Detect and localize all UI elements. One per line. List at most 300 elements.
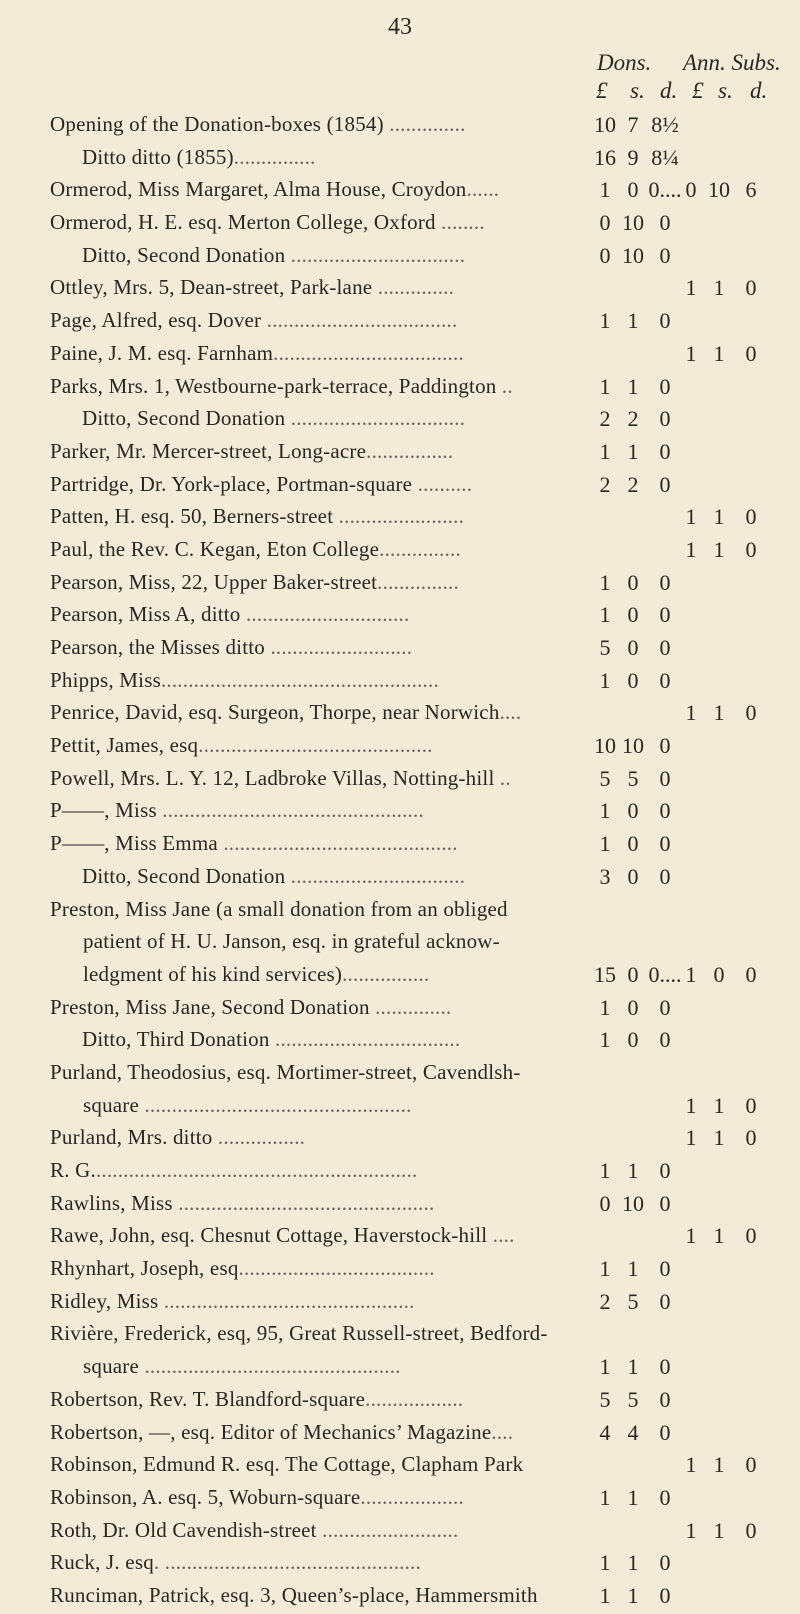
donation-shillings: 0	[627, 667, 639, 693]
dons-heading: Dons.	[597, 50, 652, 75]
subscriber-text: Pearson, Miss A, ditto	[50, 602, 241, 627]
donation-shillings: 1	[627, 438, 639, 464]
list-item	[0, 960, 800, 993]
subscriber-text: Opening of the Donation-boxes (1854)	[50, 112, 384, 136]
subscriber-text: Pearson, the Misses ditto	[50, 635, 265, 659]
subscriber-text: Ditto, Second Donation	[82, 406, 286, 431]
donation-pence: 0	[659, 1288, 671, 1314]
list-item	[0, 208, 800, 241]
dot-leader: ....	[499, 700, 522, 725]
donation-pounds: 1	[599, 602, 611, 628]
list-item	[0, 372, 800, 405]
donation-pence: 0	[659, 733, 671, 759]
dot-leader: ...........................................	[217, 831, 458, 856]
list-item	[0, 1025, 800, 1058]
subscriber-name	[50, 1158, 418, 1183]
subscriber-name	[50, 1321, 548, 1346]
dot-leader: ..	[494, 765, 511, 790]
subscription-shillings: 1	[713, 275, 725, 301]
list-item	[0, 1254, 800, 1287]
subscriber-name	[50, 897, 508, 922]
dot-leader: ..............	[372, 275, 455, 300]
subscriber-name	[50, 1583, 538, 1608]
subscriber-name	[50, 995, 451, 1020]
subscriber-name	[50, 308, 457, 333]
donation-shillings: 0	[627, 863, 639, 889]
list-item	[0, 535, 800, 568]
donation-pence: 0	[659, 242, 671, 268]
dot-leader: .................................................	[139, 1092, 412, 1117]
donation-shillings: 1	[627, 1158, 639, 1183]
list-item	[0, 1516, 800, 1549]
subscriber-name	[50, 668, 439, 693]
donation-pounds: 1	[599, 1550, 611, 1576]
list-item	[0, 731, 800, 764]
subscriber-text: Paine, J. M. esq. Farnham	[50, 340, 274, 365]
donation-shillings: 2	[627, 406, 639, 432]
subscriber-text: Ormerod, Miss Margaret, Alma House, Croydon	[50, 177, 467, 202]
subscription-shillings: 1	[713, 504, 725, 530]
donation-pence: 0....	[648, 177, 682, 203]
donation-pence: 0	[659, 1190, 671, 1216]
donation-pounds: 10	[594, 733, 616, 759]
list-item	[0, 698, 800, 731]
subscriber-text: Robinson, Edmund R. esq. The Cottage, Clapham Park	[50, 1452, 524, 1477]
donation-shillings: 5	[627, 1386, 639, 1412]
subscription-shillings: 1	[713, 536, 725, 562]
subscriber-text: Ditto, Third Donation	[82, 1027, 270, 1052]
donation-pence: 0	[659, 1419, 671, 1445]
donation-pence: 8½	[651, 112, 679, 137]
subscription-pence: 0	[745, 961, 757, 987]
subscriber-name	[50, 1518, 458, 1543]
subscriber-name	[83, 929, 500, 954]
subscriber-name	[50, 1550, 421, 1575]
subscription-shillings: 1	[713, 1452, 725, 1478]
list-item	[0, 273, 800, 306]
donation-pounds: 1	[599, 1158, 611, 1183]
list-item	[0, 895, 800, 928]
list-item	[0, 1319, 800, 1352]
subscription-pence: 0	[745, 1452, 757, 1478]
donation-pounds: 1	[599, 667, 611, 693]
subscriber-name	[50, 570, 459, 595]
subscriber-name	[50, 798, 424, 823]
subscription-pence: 0	[745, 1092, 757, 1118]
list-item	[0, 1091, 800, 1124]
donation-shillings: 10	[622, 733, 644, 759]
donation-pounds: 1	[599, 1354, 611, 1380]
subscriber-text: Parks, Mrs. 1, Westbourne-park-terrace, Paddington	[50, 373, 497, 398]
list-item	[0, 110, 800, 143]
subscriber-name	[50, 602, 409, 627]
donation-pounds: 1	[599, 1256, 611, 1282]
subscription-shillings: 1	[713, 1517, 725, 1543]
donation-pence: 0	[659, 406, 671, 432]
subscriber-text: Roth, Dr. Old Cavendish-street	[50, 1517, 317, 1542]
donation-pence: 0	[659, 1386, 671, 1412]
subscription-pence: 0	[745, 1517, 757, 1543]
subscriber-name	[50, 1387, 463, 1412]
donation-shillings: 1	[627, 1354, 639, 1380]
donation-shillings: 1	[627, 1582, 639, 1608]
subscriber-text: Rivière, Frederick, esq, 95, Great Russell-street, Bedford-	[50, 1321, 548, 1346]
subscriber-text: Pearson, Miss, 22, Upper Baker-street	[50, 569, 378, 594]
subscription-pounds: 1	[685, 1452, 697, 1478]
list-item	[0, 470, 800, 503]
donation-pence: 8¼	[651, 144, 679, 170]
subscription-list	[0, 110, 800, 1614]
subscriber-text: Parker, Mr. Mercer-street, Long-acre	[50, 438, 367, 463]
donation-shillings: 1	[627, 1256, 639, 1282]
subscription-pounds: 1	[685, 340, 697, 366]
donation-pounds: 0	[599, 242, 611, 268]
list-item	[0, 306, 800, 339]
donation-pence: 0	[659, 1550, 671, 1576]
subscriber-name	[83, 1093, 412, 1118]
subscriber-text: Rawlins, Miss	[50, 1190, 173, 1215]
donation-pence: 0	[659, 471, 671, 497]
donation-pounds: 3	[599, 863, 611, 889]
subscriber-text: Robinson, A. esq. 5, Woburn-square	[50, 1484, 361, 1509]
subscriber-text: Ottley, Mrs. 5, Dean-street, Park-lane	[50, 275, 373, 300]
donation-pounds: 2	[599, 471, 611, 497]
subscription-pounds: 1	[685, 536, 697, 562]
subscription-pounds: 1	[685, 1223, 697, 1249]
subscriber-name	[50, 700, 521, 725]
subscriber-text: square	[83, 1092, 140, 1117]
subscriber-text: Powell, Mrs. L. Y. 12, Ladbroke Villas, Notting-hill	[50, 765, 495, 790]
dot-leader: ........	[435, 210, 485, 235]
subscriber-name	[82, 145, 316, 170]
subscription-pence: 0	[745, 700, 757, 726]
subscriber-name	[50, 1125, 305, 1150]
subscriber-name	[50, 341, 464, 366]
donation-pence: 0	[659, 1484, 671, 1510]
subscription-pence: 0	[745, 275, 757, 301]
dot-leader: ...........................................	[198, 733, 433, 758]
subscriber-name	[50, 766, 511, 791]
dot-leader: ..........................	[265, 635, 413, 659]
subscriber-name	[50, 177, 499, 202]
donation-pence: 0	[659, 1256, 671, 1282]
subscriber-text: Rhynhart, Joseph, esq	[50, 1256, 239, 1281]
dot-leader: ...............	[379, 536, 461, 561]
donation-pounds: 2	[599, 1288, 611, 1314]
donation-shillings: 0	[627, 1027, 639, 1053]
list-item	[0, 437, 800, 470]
list-item	[0, 1221, 800, 1254]
subscriber-text: Ditto, Second Donation	[82, 863, 286, 888]
donation-shillings: 0	[627, 961, 639, 987]
subscriber-name	[50, 1256, 435, 1281]
donation-pounds: 5	[599, 635, 611, 660]
subscriber-text: ledgment of his kind services)	[83, 961, 343, 986]
subscriber-text: patient of H. U. Janson, esq. in grateful acknow-	[83, 929, 500, 954]
subscriber-name	[50, 1191, 434, 1216]
donation-shillings: 9	[627, 144, 639, 170]
dot-leader: ...................................	[261, 308, 458, 333]
subscriber-text: Patten, H. esq. 50, Berners-street	[50, 504, 334, 529]
donation-pence: 0	[659, 1354, 671, 1380]
donation-pence: 0	[659, 1158, 671, 1183]
subscriber-text: P——, Miss Emma	[50, 831, 218, 856]
subscriber-name	[50, 831, 458, 856]
donation-pounds: 5	[599, 1386, 611, 1412]
subscriber-text: Preston, Miss Jane (a small donation from an obliged	[50, 896, 508, 921]
donation-pence: 0	[659, 667, 671, 693]
donation-pence: 0	[659, 798, 671, 824]
donation-pence: 0	[659, 1582, 671, 1608]
unit-pence-subs: d.	[750, 78, 768, 103]
dot-leader: ..	[496, 373, 513, 398]
donation-pounds: 0	[599, 1190, 611, 1216]
subscriber-text: Page, Alfred, esq. Dover	[50, 308, 262, 333]
list-item	[0, 666, 800, 699]
donation-shillings: 0	[627, 635, 639, 660]
donation-pounds: 1	[599, 569, 611, 595]
subscriber-name	[83, 1354, 401, 1379]
unit-pence-dons: d.	[660, 78, 678, 103]
donation-shillings: 0	[627, 994, 639, 1020]
donation-pounds: 1	[599, 1484, 611, 1510]
donation-pounds: 1	[599, 373, 611, 399]
list-item	[0, 1483, 800, 1516]
list-item	[0, 927, 800, 960]
subscriber-text: Ormerod, H. E. esq. Merton College, Oxford	[50, 210, 436, 235]
donation-pounds: 1	[599, 1027, 611, 1053]
donation-pounds: 1	[599, 308, 611, 334]
list-item	[0, 568, 800, 601]
donation-pounds: 1	[599, 177, 611, 203]
dot-leader: ..............................	[240, 602, 410, 627]
subscription-shillings: 10	[708, 177, 730, 203]
subscriber-text: Ditto ditto (1855)	[82, 144, 234, 169]
subscriber-text: P——, Miss	[50, 798, 157, 823]
donation-shillings: 10	[622, 210, 644, 236]
subscriber-text: Rawe, John, esq. Chesnut Cottage, Haverstock-hill	[50, 1223, 488, 1248]
subscriber-name	[50, 733, 433, 758]
list-item	[0, 796, 800, 829]
subscription-pence: 0	[745, 340, 757, 366]
donation-shillings: 0	[627, 177, 639, 203]
list-item	[0, 1123, 800, 1156]
subscription-shillings: 1	[713, 1092, 725, 1118]
dot-leader: ...................................	[273, 340, 464, 365]
donation-pounds: 1	[599, 1582, 611, 1608]
donation-shillings: 1	[627, 373, 639, 399]
donation-pence: 0	[659, 765, 671, 791]
list-item	[0, 175, 800, 208]
subscription-pence: 0	[745, 504, 757, 530]
list-item	[0, 1450, 800, 1483]
subscriber-name	[50, 1452, 523, 1477]
list-item	[0, 1287, 800, 1320]
subscription-pence: 6	[745, 177, 757, 203]
subscription-pounds: 1	[685, 1092, 697, 1118]
subscription-shillings: 0	[713, 961, 725, 987]
dot-leader: ................	[342, 961, 430, 986]
dot-leader: ...............	[233, 144, 316, 169]
unit-pounds-subs: £	[692, 78, 704, 103]
subscriber-name	[50, 537, 461, 562]
donation-pence: 0	[659, 373, 671, 399]
list-item	[0, 1156, 800, 1189]
list-item	[0, 1418, 800, 1451]
dot-leader: ..................	[365, 1386, 464, 1411]
subscriber-text: Robertson, Rev. T. Blandford-square	[50, 1386, 366, 1411]
dot-leader: ...................................................	[160, 667, 439, 692]
subscription-pence: 0	[745, 536, 757, 562]
subscriber-name	[50, 635, 412, 660]
dot-leader: ..............	[383, 112, 466, 136]
subscriber-name	[50, 1223, 515, 1248]
subscriber-text: Purland, Mrs. ditto	[50, 1125, 213, 1150]
subscriber-text: Paul, the Rev. C. Kegan, Eton College	[50, 536, 380, 561]
subscriber-name	[82, 243, 465, 268]
subscriber-text: Pettit, James, esq	[50, 733, 199, 758]
subscription-pounds: 1	[685, 504, 697, 530]
subscriber-text: Penrice, David, esq. Surgeon, Thorpe, near Norwich	[50, 700, 500, 725]
list-item	[0, 764, 800, 797]
dot-leader: ................................................	[156, 798, 424, 823]
list-item	[0, 1385, 800, 1418]
subscriber-text: Preston, Miss Jane, Second Donation	[50, 994, 370, 1019]
list-item	[0, 829, 800, 862]
subscriber-name	[82, 1027, 460, 1052]
donation-pence: 0	[659, 602, 671, 628]
unit-shillings-subs: s.	[718, 78, 733, 103]
list-item	[0, 1548, 800, 1581]
list-item	[0, 993, 800, 1026]
list-item	[0, 1189, 800, 1222]
donation-pence: 0	[659, 438, 671, 464]
donation-pence: 0	[659, 210, 671, 236]
subscriber-text: Ridley, Miss	[50, 1288, 159, 1313]
subscription-pounds: 1	[685, 961, 697, 987]
donation-shillings: 1	[627, 308, 639, 334]
dot-leader: ..........	[412, 471, 473, 496]
donation-pounds: 2	[599, 406, 611, 432]
dot-leader: ......	[466, 177, 500, 202]
donation-pounds: 5	[599, 765, 611, 791]
dot-leader: ................................	[285, 406, 466, 431]
subscriber-text: Phipps, Miss	[50, 667, 161, 692]
donation-shillings: 10	[622, 1190, 644, 1216]
list-item	[0, 502, 800, 535]
dot-leader: ...........................................................	[95, 1158, 418, 1182]
subscription-pounds: 1	[685, 1125, 697, 1151]
dot-leader: ..............................................	[158, 1288, 415, 1313]
subscription-pence: 0	[745, 1223, 757, 1249]
donation-shillings: 0	[627, 602, 639, 628]
subscriber-name	[50, 210, 485, 235]
dot-leader: ...............................................	[172, 1190, 435, 1215]
donation-shillings: 1	[627, 1484, 639, 1510]
subscriber-name	[82, 864, 465, 889]
dot-leader: .........................	[316, 1517, 459, 1542]
subscriber-text: Purland, Theodosius, esq. Mortimer-street, Cavendlsh-	[50, 1059, 521, 1084]
subscriber-text: Partridge, Dr. York-place, Portman-square	[50, 471, 413, 496]
donation-pence: 0	[659, 994, 671, 1020]
list-item	[0, 404, 800, 437]
page-number: 43	[388, 14, 412, 40]
subscription-shillings: 1	[713, 700, 725, 726]
donation-pence: 0	[659, 635, 671, 660]
subscription-pounds: 0	[685, 177, 697, 203]
dot-leader: ................................	[285, 863, 466, 888]
list-item	[0, 1352, 800, 1385]
subscriber-name	[50, 1420, 513, 1445]
donation-pence: 0....	[648, 961, 682, 987]
donation-shillings: 10	[622, 242, 644, 268]
dot-leader: ....	[487, 1223, 515, 1248]
subscriber-name	[50, 112, 466, 137]
subscriber-text: Ruck, J. esq	[50, 1550, 154, 1575]
donation-shillings: 0	[627, 831, 639, 857]
donation-pounds: 1	[599, 831, 611, 857]
subscriber-text: square	[83, 1354, 140, 1379]
donation-shillings: 5	[627, 1288, 639, 1314]
subscription-pence: 0	[745, 1125, 757, 1151]
subscriber-name	[50, 1060, 521, 1085]
list-item	[0, 241, 800, 274]
donation-shillings: 4	[627, 1419, 639, 1445]
donation-pounds: 1	[599, 438, 611, 464]
dot-leader: ....................................	[238, 1256, 435, 1281]
subscriber-text: Ditto, Second Donation	[82, 242, 286, 267]
subscription-pounds: 1	[685, 700, 697, 726]
subscriber-name	[50, 275, 454, 300]
donation-pounds: 4	[599, 1419, 611, 1445]
subscriber-name	[50, 374, 513, 399]
subscriber-name	[83, 962, 429, 987]
unit-shillings-dons: s.	[630, 78, 645, 103]
ann-subs-heading: Ann. Subs.	[683, 50, 781, 75]
list-item	[0, 143, 800, 176]
unit-pounds-dons: £	[596, 78, 608, 103]
donation-shillings: 0	[627, 569, 639, 595]
subscriber-name	[50, 504, 464, 529]
list-item	[0, 862, 800, 895]
list-item	[0, 1581, 800, 1614]
subscription-pounds: 1	[685, 275, 697, 301]
subscriber-text: Robertson, —, esq. Editor of Mechanics’ Magazine	[50, 1419, 492, 1444]
subscriber-name	[50, 1485, 464, 1510]
donation-pounds: 16	[594, 144, 616, 170]
subscription-shillings: 1	[713, 1125, 725, 1151]
donation-pence: 0	[659, 863, 671, 889]
donation-shillings: 7	[627, 112, 639, 137]
dot-leader: ....	[491, 1419, 514, 1444]
dot-leader: . ...............................................	[153, 1550, 421, 1575]
subscriber-text: R. G.	[50, 1158, 96, 1182]
list-item	[0, 633, 800, 666]
donation-pounds: 10	[594, 112, 616, 137]
subscriber-name	[50, 439, 453, 464]
subscriber-text: Runciman, Patrick, esq. 3, Queen’s-place, Hammersmith	[50, 1582, 538, 1607]
donation-shillings: 0	[627, 798, 639, 824]
subscriber-name	[82, 406, 465, 431]
list-item	[0, 600, 800, 633]
dot-leader: ..................................	[269, 1027, 461, 1052]
donation-shillings: 2	[627, 471, 639, 497]
dot-leader: ................................	[285, 242, 466, 267]
subscription-shillings: 1	[713, 340, 725, 366]
donation-pence: 0	[659, 831, 671, 857]
donation-pounds: 1	[599, 798, 611, 824]
donation-shillings: 1	[627, 1550, 639, 1576]
